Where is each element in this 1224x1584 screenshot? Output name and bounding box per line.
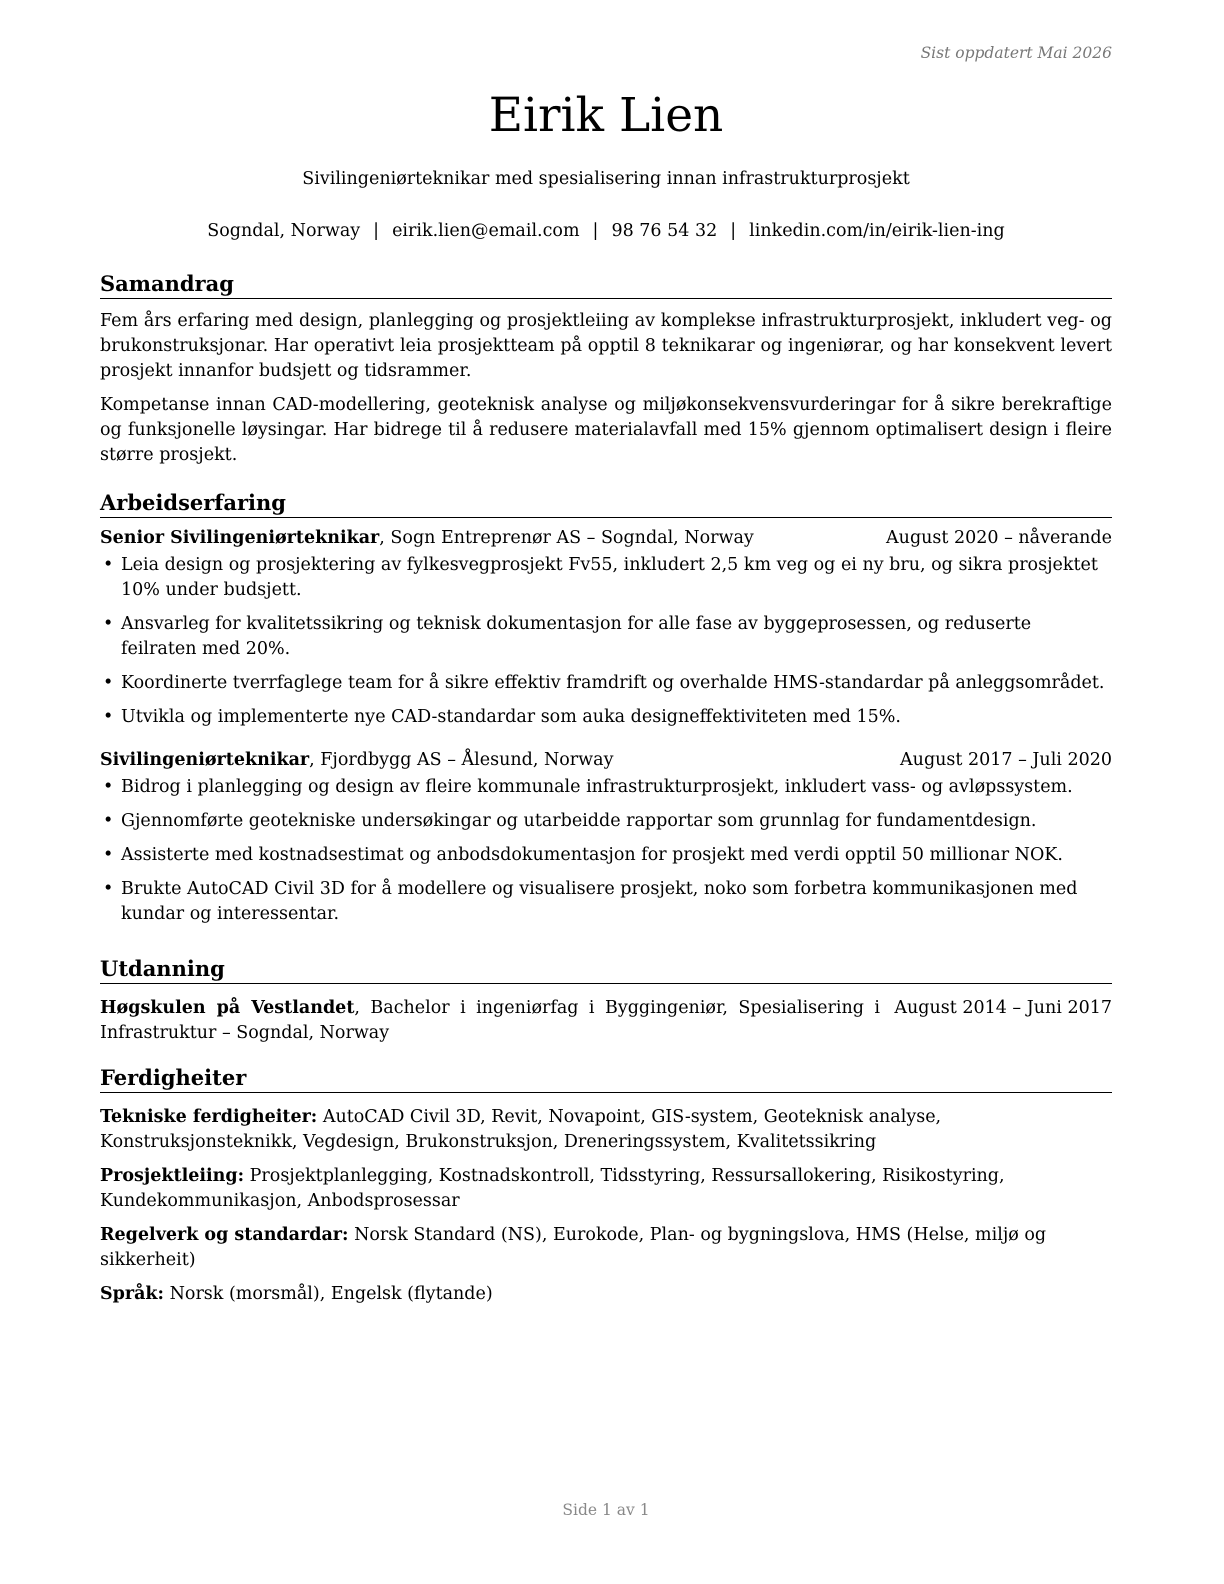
list-item: • Utvikla og implementerte nye CAD-standardar som auka designeffektiviteten med 15%. — [100, 705, 1112, 730]
education-text — [100, 996, 880, 1046]
job-header — [100, 748, 1112, 773]
section-title-skills: Ferdigheiter — [100, 1065, 1112, 1093]
skill-label: Regelverk og standardar: — [100, 1225, 349, 1245]
job-date: August 2017 – Juli 2020 — [900, 750, 1112, 770]
summary-paragraph: Kompetanse innan CAD-modellering, geoteknisk analyse og miljøkonsekvensvurderingar for å sikre berekraftige og funksjonelle løysingar. Har bidrege til å redusere materialavfall med 15% gjennom optimalisert design i fleire større prosjekt. — [100, 395, 1112, 465]
education-details: , Bachelor i ingeniørfag i Byggingeniør, Spesialisering i Infrastruktur – Sogndal, Norway — [100, 998, 880, 1043]
job-company: , Fjordbygg AS – Ålesund, Norway — [309, 750, 614, 770]
list-item: • Leia design og prosjektering av fylkesvegprosjekt Fv55, inkludert 2,5 km veg og ei ny bru, og sikra prosjektet 10% under budsjett. — [100, 553, 1112, 603]
experience-section — [100, 490, 1112, 936]
job-title-line — [100, 526, 754, 551]
list-item: • Assisterte med kostnadsestimat og anbodsdokumentasjon for prosjekt med verdi opptil 50 millionar NOK. — [100, 843, 1112, 868]
contact-linkedin[interactable]: linkedin.com/in/eirik-lien-ing — [749, 221, 1005, 241]
job-company: , Sogn Entreprenør AS – Sogndal, Norway — [379, 528, 754, 548]
summary-section — [100, 271, 1112, 468]
section-title-summary: Samandrag — [100, 271, 1112, 299]
job-date: August 2020 – nåverande — [886, 528, 1112, 548]
skill-label: Språk: — [100, 1284, 165, 1304]
job-role: Sivilingeniørteknikar — [100, 750, 310, 770]
list-item: • Bidrog i planlegging og design av fleire kommunale infrastrukturprosjekt, inkludert vass- og avløpssystem. — [100, 775, 1112, 800]
skill-value: Norsk Standard (NS), Eurokode, Plan- og bygningslova, HMS (Helse, miljø og sikkerheit) — [100, 1225, 1047, 1270]
contact-separator: | — [730, 221, 737, 241]
skills-section — [100, 1065, 1112, 1307]
skill-value: Prosjektplanlegging, Kostnadskontroll, Tidsstyring, Ressursallokering, Risikostyring, Kundekommunikasjon, Anbodsprosessar — [100, 1166, 1005, 1211]
list-item: • Koordinerte tverrfaglege team for å sikre effektiv framdrift og overhalde HMS-standardar på anleggsområdet. — [100, 671, 1112, 696]
resume-page — [100, 0, 1112, 1584]
skill-line — [100, 1223, 1112, 1273]
education-entry — [100, 996, 1112, 1046]
job-entry — [100, 748, 1112, 927]
list-item: • Ansvarleg for kvalitetssikring og teknisk dokumentasjon for alle fase av byggeprosessen, og reduserte feilraten med 20%. — [100, 612, 1112, 662]
skill-line — [100, 1105, 1112, 1155]
education-school: Høgskulen på Vestlandet — [100, 998, 355, 1018]
section-title-education: Utdanning — [100, 956, 1112, 984]
page-number: Side 1 av 1 — [562, 1501, 650, 1519]
contact-location: Sogndal, Norway — [207, 221, 361, 241]
contact-phone[interactable]: 98 76 54 32 — [611, 221, 718, 241]
tagline: Sivilingeniørteknikar med spesialisering innan infrastrukturprosjekt — [302, 169, 910, 189]
section-title-experience: Arbeidserfaring — [100, 490, 1112, 518]
skill-label: Prosjektleiing: — [100, 1166, 245, 1186]
job-bullets — [100, 553, 1112, 730]
job-header — [100, 526, 1112, 551]
skill-value: AutoCAD Civil 3D, Revit, Novapoint, GIS-system, Geoteknisk analyse, Konstruksjonsteknikk, Vegdesign, Brukonstruksjon, Dreneringssystem, Kvalitetssikring — [100, 1107, 942, 1152]
list-item: • Gjennomførte geotekniske undersøkingar og utarbeidde rapportar som grunnlag for fundamentdesign. — [100, 809, 1112, 834]
last-updated: Sist oppdatert Mai 2026 — [920, 44, 1112, 62]
job-entry — [100, 526, 1112, 730]
job-title-line — [100, 748, 613, 773]
contact-separator: | — [373, 221, 380, 241]
list-item: • Brukte AutoCAD Civil 3D for å modellere og visualisere prosjekt, noko som forbetra kommunikasjonen med kundar og interessentar. — [100, 877, 1112, 927]
skill-value: Norsk (morsmål), Engelsk (flytande) — [164, 1284, 493, 1304]
job-bullets — [100, 775, 1112, 927]
contact-line — [100, 219, 1112, 243]
contact-email[interactable]: eirik.lien@email.com — [392, 221, 580, 241]
education-date: August 2014 – Juni 2017 — [894, 998, 1112, 1018]
skill-line — [100, 1164, 1112, 1214]
education-section — [100, 956, 1112, 1046]
job-role: Senior Sivilingeniørteknikar — [100, 528, 380, 548]
skill-line — [100, 1282, 1112, 1307]
summary-paragraph: Fem års erfaring med design, planlegging og prosjektleiing av komplekse infrastrukturprosjekt, inkludert veg- og brukonstruksjonar. Har operativt leia prosjektteam på opptil 8 teknikarar og ingeniørar, og har konsekvent levert prosjekt innanfor budsjett og tidsrammer. — [100, 311, 1112, 381]
skill-label: Tekniske ferdigheiter: — [100, 1107, 318, 1127]
person-name: Eirik Lien — [488, 88, 724, 143]
contact-separator: | — [592, 221, 599, 241]
